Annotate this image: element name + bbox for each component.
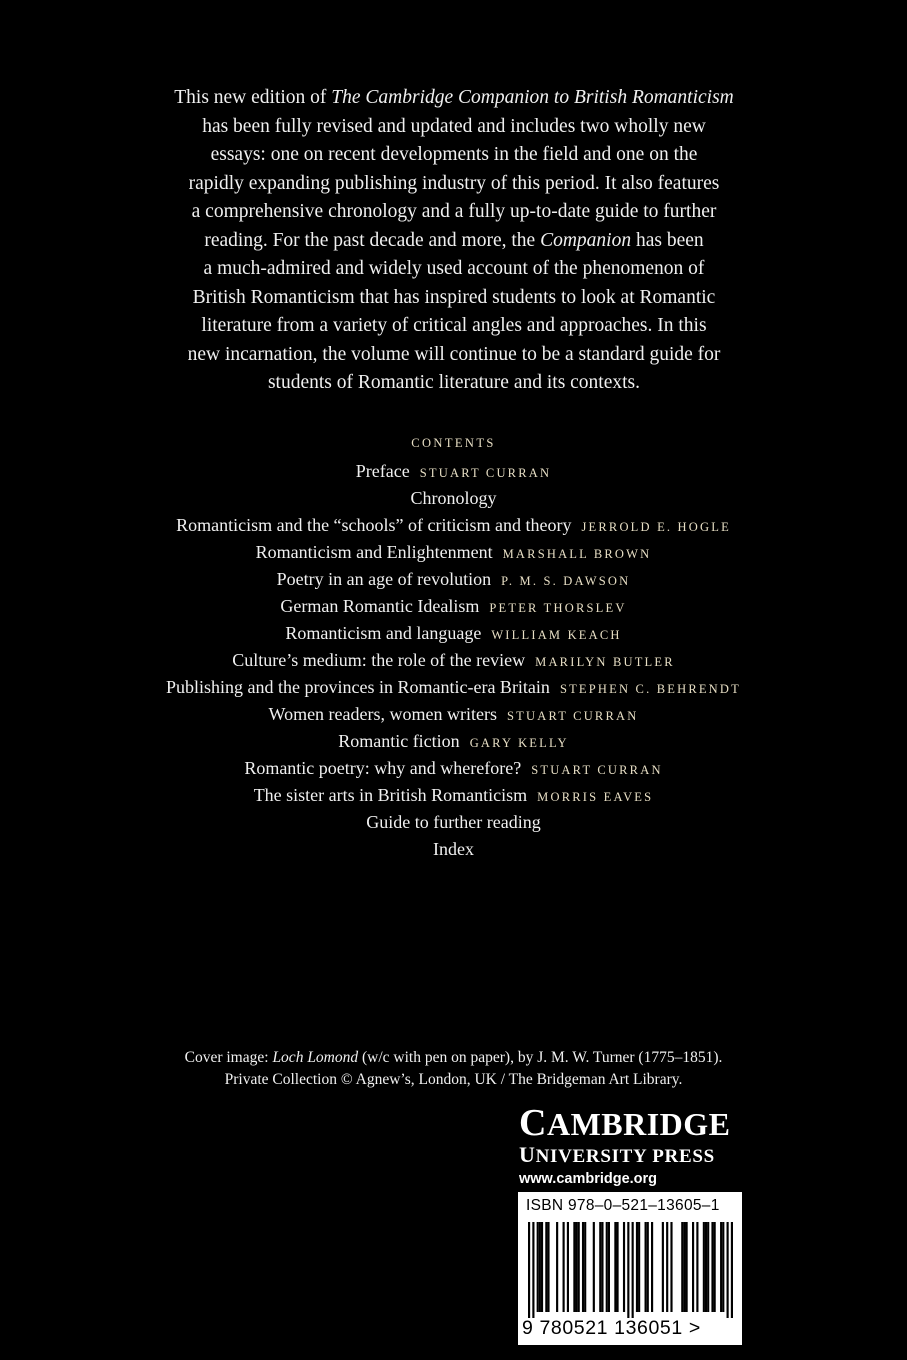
toc-entry-title: Poetry in an age of revolution [276,569,492,589]
barcode-bar [670,1222,672,1312]
barcode-bar [711,1222,713,1312]
blurb-line: essays: one on recent developments in the field and one on the [210,144,698,165]
toc-entry-title: Guide to further reading [366,812,541,832]
publisher-press-rest: NIVERSITY PRESS [535,1146,715,1167]
publisher-name [519,1103,759,1144]
toc-entry-author: STUART CURRAN [419,466,552,480]
barcode-bar [601,1222,603,1312]
toc-entry [0,782,907,809]
barcode-bar [593,1222,595,1312]
toc-entry-title: German Romantic Idealism [280,596,480,616]
toc-entry [0,458,907,485]
publisher-press-initial: U [519,1142,536,1167]
isbn-label: ISBN 978–0–521–13605–1 [526,1197,720,1214]
toc-entry-title: Romantic poetry: why and wherefore? [244,758,522,778]
blurb-line: new incarnation, the volume will continue to be a standard guide for [187,343,721,365]
barcode-bar [575,1222,577,1312]
barcode-bar [662,1222,664,1312]
blurb-line: students of Romantic literature and its contexts. [267,372,641,393]
barcode-bar [614,1222,616,1312]
toc-entry-title: Romanticism and Enlightenment [255,542,493,562]
blurb-italic: Companion [540,229,632,251]
barcode-bar [731,1222,733,1318]
blurb-line: a much-admired and widely used account of the phenomenon of [203,258,705,279]
blurb-line: has been fully revised and updated and includes two wholly new [202,115,706,137]
barcode-bar [532,1222,534,1318]
toc-entry-author: GARY KELLY [469,736,569,750]
toc-entry [0,512,907,539]
barcode-bar [707,1222,709,1312]
barcode-bar [541,1222,543,1312]
barcode-bar [683,1222,685,1312]
toc-entry-title: Publishing and the provinces in Romantic-era Britain [166,677,550,697]
toc-list [0,458,907,863]
toc-entry-title: Romanticism and language [285,623,482,643]
barcode-bar [537,1222,539,1312]
barcode-bar [528,1222,530,1318]
credit-suffix: (w/c with pen on paper), by J. M. W. Turner (1775–1851). [358,1049,723,1066]
barcode-bar [720,1222,722,1312]
barcode-bar [539,1222,541,1312]
toc-entry-title: Index [433,839,474,859]
barcode-bar [722,1222,724,1312]
toc-entry [0,674,907,701]
toc-entry-title: Romantic fiction [338,731,460,751]
toc-entry-author: STUART CURRAN [507,709,639,723]
barcode-bar [584,1222,586,1312]
barcode-bar [705,1222,707,1312]
barcode-bar [545,1222,547,1312]
publisher-logo [519,1103,759,1190]
blurb-line: reading. For the past decade and more, the Companion has been [204,229,704,251]
credit-prefix: Cover image: [184,1049,273,1066]
toc-entry-title: Preface [355,461,410,481]
isbn-barcode [518,1192,742,1345]
credit-line-1 [0,1047,907,1069]
credit-line-2: Private Collection © Agnew’s, London, UK / The Bridgeman Art Library. [224,1071,683,1088]
barcode-bar [681,1222,683,1312]
publisher-press-label [519,1144,759,1168]
barcode-bar [627,1222,629,1318]
toc-entry [0,836,907,863]
barcode-bar [567,1222,569,1312]
toc-entry [0,647,907,674]
barcode-bar [692,1222,694,1312]
barcode-bar [636,1222,638,1312]
toc-entry-author: JERROLD E. HOGLE [581,520,731,534]
barcode-bar [573,1222,575,1312]
barcode-bar [578,1222,580,1312]
toc-entry [0,809,907,836]
barcode-bar [623,1222,625,1312]
barcode-bar [714,1222,716,1312]
barcode-bar [647,1222,649,1312]
barcode-bar [563,1222,565,1312]
barcode-bar [608,1222,610,1312]
toc-entry [0,755,907,782]
toc-entry-author: MARILYN BUTLER [535,655,675,669]
toc-entry-author: STUART CURRAN [531,763,663,777]
barcode-digits: 9 780521 136051 > [522,1317,701,1339]
toc-entry [0,701,907,728]
toc-entry-author: PETER THORSLEV [489,601,627,615]
barcode-bar [582,1222,584,1312]
barcode-bar [666,1222,668,1312]
back-cover-blurb [120,84,788,398]
barcode-bar [645,1222,647,1312]
publisher-name-initial: C [519,1102,547,1144]
barcode-bar [599,1222,601,1312]
toc-entry-title: Romanticism and the “schools” of criticism and theory [176,515,572,535]
toc-entry-author: WILLIAM KEACH [491,628,622,642]
contents-heading: CONTENTS [411,436,496,450]
blurb-line: rapidly expanding publishing industry of this period. It also features [188,172,720,194]
cover-image-credit [0,1047,907,1091]
blurb-line: a comprehensive chronology and a fully up-to-date guide to further [191,201,717,222]
toc-entry-title: Culture’s medium: the role of the review [232,650,526,670]
toc-entry [0,620,907,647]
toc-entry [0,539,907,566]
barcode-bar [703,1222,705,1312]
barcode-bar [616,1222,618,1312]
toc-entry [0,728,907,755]
table-of-contents [0,432,907,863]
barcode-bar [727,1222,729,1318]
credit-artwork-title: Loch Lomond [272,1049,359,1066]
blurb-line: literature from a variety of critical angles and approaches. In this [201,315,707,336]
toc-entry-title: The sister arts in British Romanticism [253,785,528,805]
toc-entry-author: MARSHALL BROWN [502,547,652,561]
barcode-bar [638,1222,640,1312]
toc-entry [0,485,907,512]
barcode-bar [547,1222,549,1312]
toc-entry-title: Women readers, women writers [268,704,497,724]
toc-entry-author: P. M. S. DAWSON [501,574,631,588]
toc-entry [0,593,907,620]
blurb-line: British Romanticism that has inspired students to look at Romantic [192,286,716,308]
toc-entry-author: STEPHEN C. BEHRENDT [559,682,741,696]
blurb-italic: The Cambridge Companion to British Romanticism [331,87,734,108]
barcode-bar [651,1222,653,1312]
barcode-bar [632,1222,634,1318]
publisher-url[interactable]: www.cambridge.org [519,1171,658,1187]
barcode-bar [606,1222,608,1312]
barcode-bar [556,1222,558,1312]
barcode-bar [696,1222,698,1312]
barcode-bar [686,1222,688,1312]
publisher-name-rest: AMBRIDGE [546,1106,731,1142]
toc-entry [0,566,907,593]
toc-entry-author: MORRIS EAVES [537,790,654,804]
blurb-line: This new edition of The Cambridge Companion to British Romanticism [174,87,734,108]
barcode-bars [528,1222,733,1318]
toc-entry-title: Chronology [410,488,497,508]
